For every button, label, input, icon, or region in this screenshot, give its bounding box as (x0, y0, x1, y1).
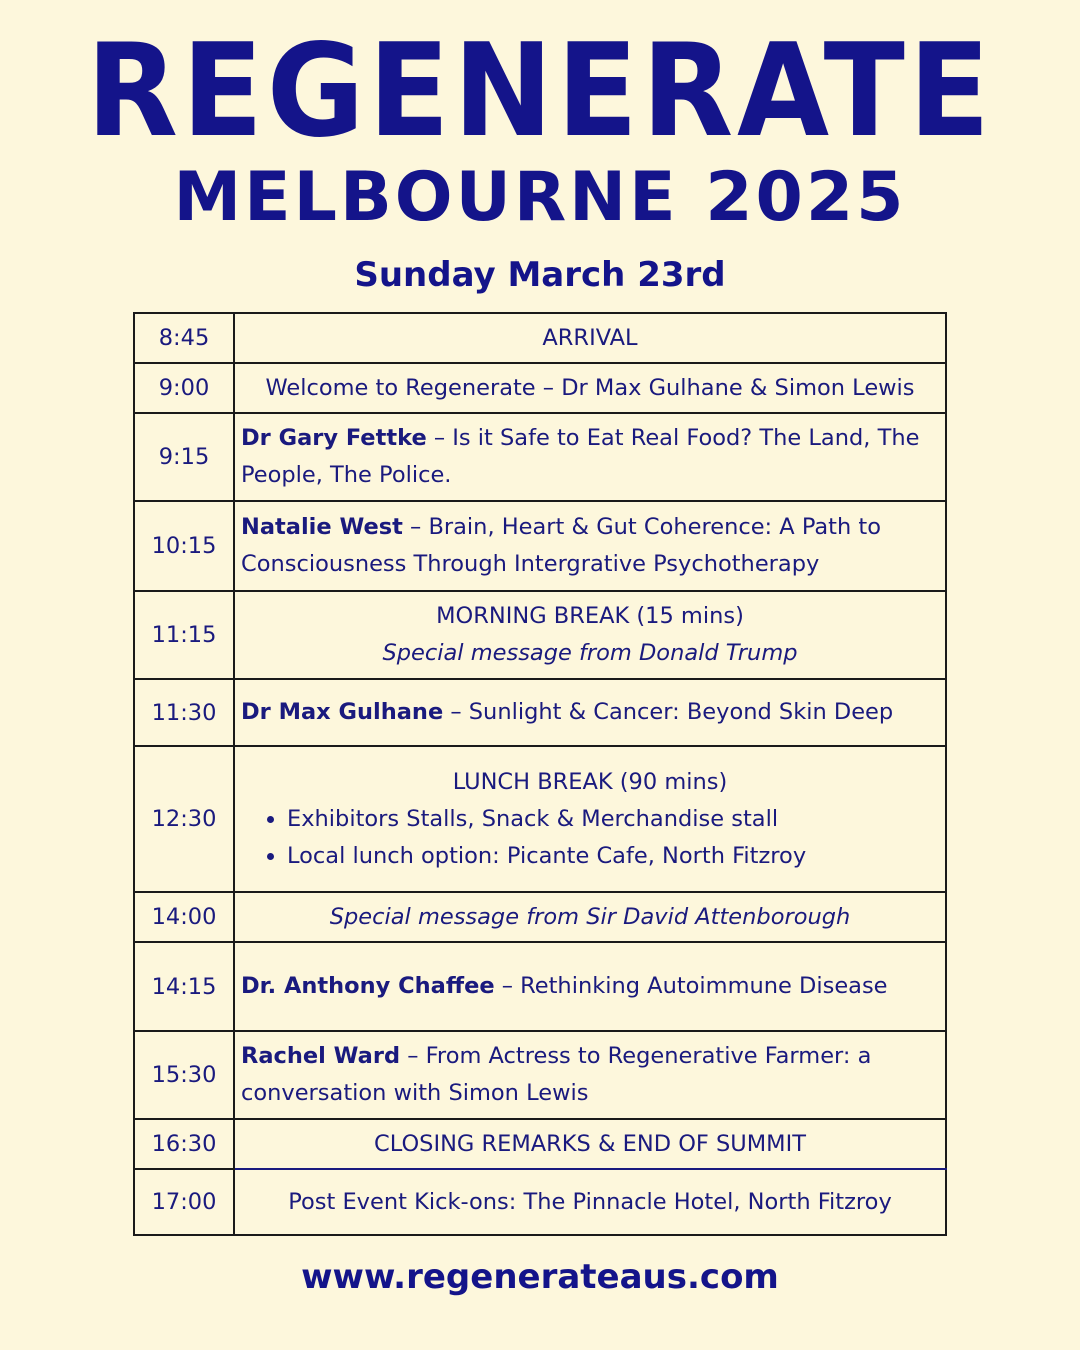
speaker-name: Rachel Ward (241, 1043, 401, 1069)
row-description (234, 679, 946, 746)
schedule-row-west (134, 501, 946, 591)
lunch-options-list (241, 801, 939, 875)
row-time: 11:30 (134, 679, 234, 746)
schedule-row-kickons (134, 1169, 946, 1235)
row-time: 16:30 (134, 1119, 234, 1169)
schedule-row-attenborough (134, 892, 946, 942)
row-description (234, 746, 946, 892)
row-description (234, 591, 946, 679)
row-time: 9:00 (134, 363, 234, 413)
break-label: MORNING BREAK (15 mins) (436, 603, 744, 629)
schedule-row-arrival (134, 313, 946, 363)
row-description: Welcome to Regenerate – Dr Max Gulhane & Simon Lewis (234, 363, 946, 413)
speaker-name: Dr Max Gulhane (241, 699, 444, 725)
schedule-row-closing (134, 1119, 946, 1169)
talk-title: – Brain, Heart & Gut Coherence: A Path to Consciousness Through Intergrative Psychotherapy (241, 514, 881, 577)
website-link[interactable]: www.regenerateaus.com (301, 1257, 779, 1297)
talk-title: – Sunlight & Cancer: Beyond Skin Deep (443, 699, 894, 725)
schedule-row-lunch (134, 746, 946, 892)
schedule-row-ward (134, 1031, 946, 1119)
row-description (234, 501, 946, 591)
schedule-row-gulhane (134, 679, 946, 746)
schedule-row-fettke (134, 413, 946, 501)
schedule-row-chaffee (134, 942, 946, 1031)
row-description (234, 413, 946, 501)
special-message: Special message from Sir David Attenborough (234, 892, 946, 942)
row-time: 8:45 (134, 313, 234, 363)
row-time: 12:30 (134, 746, 234, 892)
speaker-name: Natalie West (241, 514, 403, 540)
row-time: 11:15 (134, 591, 234, 679)
row-time: 10:15 (134, 501, 234, 591)
row-description: ARRIVAL (234, 313, 946, 363)
special-message: Special message from Donald Trump (382, 640, 798, 666)
event-subtitle: MELBOURNE 2025 (173, 158, 907, 237)
break-label: LUNCH BREAK (90 mins) (452, 768, 728, 795)
schedule-table (133, 312, 947, 1236)
row-time: 14:00 (134, 892, 234, 942)
list-item: • Local lunch option: Picante Cafe, North Fitzroy (287, 838, 939, 875)
row-time: 17:00 (134, 1169, 234, 1235)
speaker-name: Dr. Anthony Chaffee (241, 973, 495, 999)
talk-title: – Rethinking Autoimmune Disease (494, 973, 888, 999)
talk-title: – Is it Safe to Eat Real Food? The Land, The People, The Police. (241, 425, 920, 488)
list-item: • Exhibitors Stalls, Snack & Merchandise stall (287, 801, 939, 838)
schedule-row-welcome (134, 363, 946, 413)
row-description (234, 942, 946, 1031)
speaker-name: Dr Gary Fettke (241, 425, 427, 451)
event-date: Sunday March 23rd (354, 255, 726, 295)
talk-title: – From Actress to Regenerative Farmer: a conversation with Simon Lewis (241, 1043, 872, 1106)
row-description: Post Event Kick-ons: The Pinnacle Hotel, North Fitzroy (234, 1169, 946, 1235)
row-time: 14:15 (134, 942, 234, 1031)
schedule-row-morning-break (134, 591, 946, 679)
row-time: 15:30 (134, 1031, 234, 1119)
row-time: 9:15 (134, 413, 234, 501)
event-title: REGENERATE (86, 17, 994, 166)
row-description (234, 1031, 946, 1119)
row-description: CLOSING REMARKS & END OF SUMMIT (234, 1119, 946, 1169)
